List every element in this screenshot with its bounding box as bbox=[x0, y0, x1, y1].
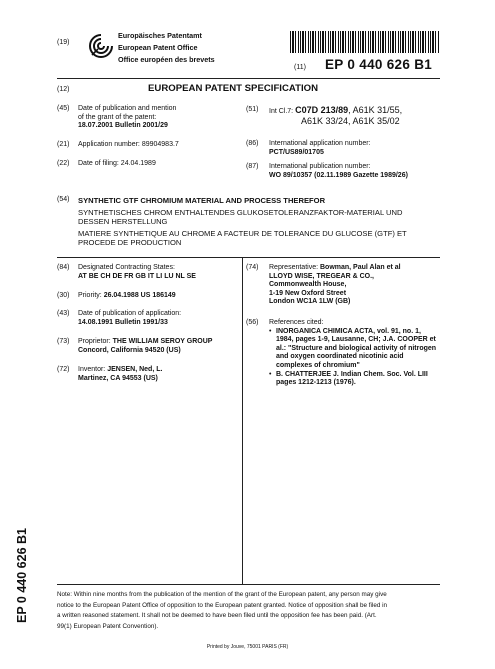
box-top-line bbox=[57, 257, 440, 258]
application-number: Application number: 89904983.7 bbox=[78, 141, 179, 148]
representative-label: Representative: bbox=[269, 264, 319, 271]
title-fr-line-1: MATIERE SYNTHETIQUE AU CHROME A FACTEUR DE TOLERANCE DU GLUCOSE (GTF) ET bbox=[78, 229, 407, 238]
title-de-line-1: SYNTHETISCHES CHROM ENTHALTENDES GLUKOSETOLERANZFAKTOR-MATERIAL UND bbox=[78, 208, 403, 217]
header-divider bbox=[57, 78, 440, 79]
office-name-fr: Office européen des brevets bbox=[118, 55, 215, 64]
representative-line-2: LLOYD WISE, TREGEAR & CO., bbox=[269, 272, 375, 280]
representative-line-5: London WC1A 1LW (GB) bbox=[269, 298, 351, 306]
reference-1-bullet: • bbox=[269, 327, 272, 335]
inventor-label: Inventor: bbox=[78, 366, 106, 373]
code-72: (72) bbox=[57, 366, 70, 373]
opposition-note-line-4: 99(1) European Patent Convention). bbox=[57, 622, 159, 630]
reference-2-line-1: B. CHATTERJEE J. Indian Chem. Soc. Vol. LIII bbox=[276, 370, 428, 378]
reference-2-bullet: • bbox=[269, 370, 272, 378]
ipc-additional-2: A61K 33/24, A61K 35/02 bbox=[301, 116, 400, 126]
priority-value: 26.04.1988 US 186149 bbox=[103, 292, 176, 299]
code-30: (30) bbox=[57, 292, 70, 299]
code-43: (43) bbox=[57, 310, 70, 317]
code-87: (87) bbox=[246, 163, 259, 170]
proprietor-name: THE WILLIAM SEROY GROUP bbox=[112, 338, 213, 345]
opposition-note-line-2: notice to the European Patent Office of opposition to the European patent granted. Notice of opposition shall be filed in bbox=[57, 601, 387, 609]
application-publication-value: 14.08.1991 Bulletin 1991/33 bbox=[78, 318, 168, 326]
reference-1-line-3: al.: "Structure and biological activity of nitrogen bbox=[276, 344, 437, 352]
opposition-note-line-1: Note: Within nine months from the publication of the mention of the grant of the European patent, any person may give bbox=[57, 591, 387, 598]
printer-footer: Printed by Jouve, 75001 PARIS (FR) bbox=[206, 644, 289, 650]
proprietor-field bbox=[78, 338, 212, 347]
vertical-publication-number: EP 0 440 626 B1 bbox=[15, 528, 29, 623]
code-74: (74) bbox=[246, 264, 259, 271]
application-publication-label: Date of publication of application: bbox=[78, 310, 182, 317]
inventor-name: JENSEN, Ned, L. bbox=[107, 366, 163, 373]
ipc-label: Int Cl.7: bbox=[269, 108, 294, 115]
filing-date: Date of filing: 24.04.1989 bbox=[78, 160, 156, 167]
designated-states-label: Designated Contracting States: bbox=[78, 264, 175, 271]
code-73: (73) bbox=[57, 338, 70, 345]
representative-line-1: Bowman, Paul Alan et al bbox=[319, 264, 401, 271]
inventor-field bbox=[78, 366, 162, 375]
title-fr-line-2: PROCEDE DE PRODUCTION bbox=[78, 238, 182, 247]
epo-logo-icon bbox=[88, 33, 114, 59]
grant-date-label-1: Date of publication and mention bbox=[78, 105, 177, 112]
representative-line-3: Commonwealth House, bbox=[269, 281, 347, 289]
office-name-de: Europäisches Patentamt bbox=[118, 31, 202, 40]
code-21: (21) bbox=[57, 141, 70, 148]
reference-2-line-2: pages 1212-1213 (1976). bbox=[276, 379, 356, 387]
priority-label: Priority: bbox=[78, 292, 102, 299]
document-type: EUROPEAN PATENT SPECIFICATION bbox=[148, 83, 319, 94]
proprietor-label: Proprietor: bbox=[78, 338, 111, 345]
barcode bbox=[290, 31, 440, 53]
code-19: (19) bbox=[57, 39, 70, 46]
proprietor-address: Concord, California 94520 (US) bbox=[78, 346, 181, 354]
grant-date-value: 18.07.2001 Bulletin 2001/29 bbox=[78, 122, 168, 130]
ipc-additional-1: , A61K 31/55, bbox=[348, 105, 403, 115]
references-label: References cited: bbox=[269, 319, 324, 326]
code-51: (51) bbox=[246, 106, 259, 113]
opposition-note-line-3: a written reasoned statement. It shall not be deemed to have been filed until the opposition fee has been paid. (Art. bbox=[57, 612, 377, 620]
priority-field bbox=[78, 292, 176, 301]
intl-application-label: International application number: bbox=[269, 140, 371, 147]
box-bottom-line bbox=[57, 584, 440, 585]
representative-field bbox=[269, 264, 401, 273]
code-12: (12) bbox=[57, 86, 70, 93]
code-11: (11) bbox=[294, 64, 306, 71]
intl-publication-value: WO 89/10357 (02.11.1989 Gazette 1989/26) bbox=[269, 171, 408, 179]
designated-states-value: AT BE CH DE FR GB IT LI LU NL SE bbox=[78, 272, 196, 280]
box-column-divider bbox=[242, 257, 243, 584]
reference-1-line-2: 1984, pages 1-9, Lausanne, CH; J.A. COOPER et bbox=[276, 336, 436, 344]
title-de-line-2: DESSEN HERSTELLUNG bbox=[78, 217, 168, 226]
ipc-classification bbox=[269, 106, 402, 117]
code-54: (54) bbox=[57, 196, 70, 203]
code-45: (45) bbox=[57, 105, 70, 112]
representative-line-4: 1-19 New Oxford Street bbox=[269, 289, 347, 297]
reference-1-line-4: and oxygen coordinated nicotinic acid bbox=[276, 353, 404, 361]
grant-date-label-2: of the grant of the patent: bbox=[78, 113, 157, 121]
title-en: SYNTHETIC GTF CHROMIUM MATERIAL AND PROCESS THEREFOR bbox=[78, 196, 326, 205]
code-86: (86) bbox=[246, 140, 259, 147]
intl-application-value: PCT/US89/01705 bbox=[269, 148, 324, 156]
code-84: (84) bbox=[57, 264, 70, 271]
ipc-main-class: C07D 213/89 bbox=[295, 105, 349, 115]
reference-1-line-5: complexes of chromium" bbox=[276, 362, 360, 369]
inventor-address: Martinez, CA 94553 (US) bbox=[78, 374, 158, 382]
office-name-en: European Patent Office bbox=[118, 43, 198, 52]
intl-publication-label: International publication number: bbox=[269, 163, 371, 170]
reference-1-line-1: INORGANICA CHIMICA ACTA, vol. 91, no. 1, bbox=[276, 327, 421, 335]
publication-number: EP 0 440 626 B1 bbox=[325, 57, 433, 72]
code-22: (22) bbox=[57, 160, 70, 167]
code-56: (56) bbox=[246, 319, 259, 326]
